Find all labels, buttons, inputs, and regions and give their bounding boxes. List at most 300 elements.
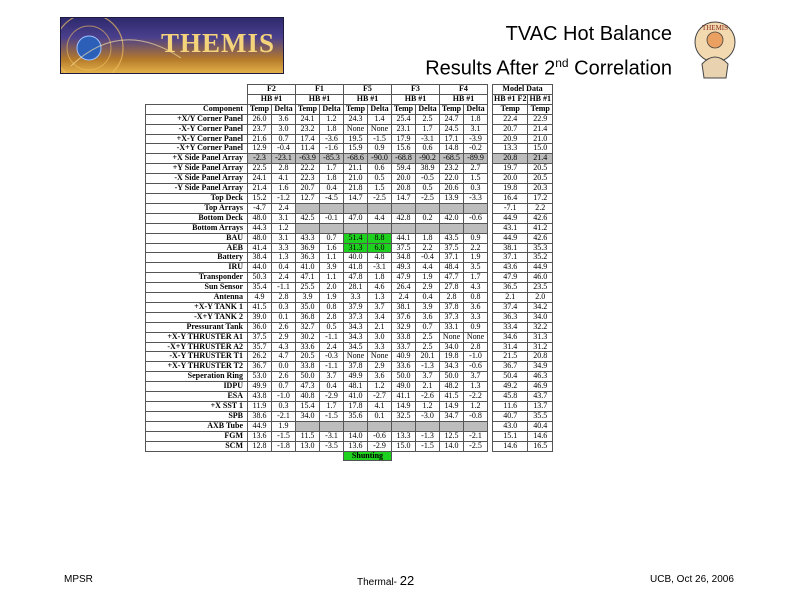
value-cell: 47.9 bbox=[493, 273, 528, 283]
value-cell: 23.5 bbox=[528, 283, 553, 293]
sub-header: HB #1 F2 bbox=[494, 93, 527, 103]
value-cell: 17.2 bbox=[528, 193, 553, 203]
column-header: Temp bbox=[248, 104, 272, 114]
value-cell: 37.1 bbox=[493, 253, 528, 263]
footer-left: MPSR bbox=[64, 574, 93, 585]
value-cell bbox=[464, 421, 488, 431]
table-row bbox=[146, 293, 553, 303]
value-cell: 44.3 bbox=[248, 223, 272, 233]
group-header: F4 bbox=[440, 85, 488, 95]
value-cell: 2.8 bbox=[272, 164, 296, 174]
value-cell: 1.4 bbox=[368, 114, 392, 124]
table-row bbox=[146, 332, 553, 342]
value-cell: 31.2 bbox=[528, 342, 553, 352]
value-cell: 1.5 bbox=[368, 184, 392, 194]
value-cell: -68.8 bbox=[392, 154, 416, 164]
value-cell: -89.9 bbox=[464, 154, 488, 164]
value-cell: 37.8 bbox=[344, 362, 368, 372]
value-cell: 12.8 bbox=[248, 441, 272, 451]
value-cell: 3.3 bbox=[272, 243, 296, 253]
value-cell: 21.4 bbox=[528, 124, 553, 134]
sub-header: HB #1 bbox=[529, 93, 552, 103]
value-cell: 0.8 bbox=[320, 302, 344, 312]
component-name: +X-Y TANK 1 bbox=[146, 302, 248, 312]
value-cell: 1.2 bbox=[368, 382, 392, 392]
table-row bbox=[146, 382, 553, 392]
value-cell: 31.4 bbox=[493, 342, 528, 352]
value-cell: 0.3 bbox=[272, 402, 296, 412]
value-cell: 15.2 bbox=[248, 193, 272, 203]
value-cell: 19.8 bbox=[493, 184, 528, 194]
value-cell: 3.9 bbox=[296, 293, 320, 303]
value-cell: 36.3 bbox=[296, 253, 320, 263]
table-row bbox=[146, 342, 553, 352]
value-cell: 20.6 bbox=[440, 184, 464, 194]
value-cell bbox=[440, 421, 464, 431]
value-cell: 42.5 bbox=[296, 213, 320, 223]
component-name: Battery bbox=[146, 253, 248, 263]
value-cell: 0.3 bbox=[272, 302, 296, 312]
value-cell bbox=[416, 223, 440, 233]
value-cell bbox=[464, 203, 488, 213]
value-cell: -0.5 bbox=[416, 174, 440, 184]
value-cell: -68.6 bbox=[344, 154, 368, 164]
value-cell: 3.9 bbox=[416, 302, 440, 312]
value-cell: 2.5 bbox=[416, 332, 440, 342]
value-cell: 0.7 bbox=[320, 233, 344, 243]
value-cell: 34.8 bbox=[392, 253, 416, 263]
value-cell: 38.1 bbox=[392, 302, 416, 312]
value-cell: 41.0 bbox=[296, 263, 320, 273]
value-cell: 42.8 bbox=[392, 213, 416, 223]
value-cell: -0.6 bbox=[464, 362, 488, 372]
component-name: -X Side Panel Array bbox=[146, 174, 248, 184]
value-cell: 49.9 bbox=[344, 372, 368, 382]
value-cell: 20.3 bbox=[528, 184, 553, 194]
value-cell: 4.1 bbox=[272, 174, 296, 184]
value-cell: 3.0 bbox=[272, 124, 296, 134]
value-cell: 13.3 bbox=[493, 144, 528, 154]
table-row bbox=[146, 124, 553, 134]
value-cell bbox=[368, 421, 392, 431]
value-cell: 20.7 bbox=[493, 124, 528, 134]
value-cell: 44.0 bbox=[248, 263, 272, 273]
value-cell: 46.0 bbox=[528, 273, 553, 283]
component-name: Top Deck bbox=[146, 193, 248, 203]
value-cell: 20.8 bbox=[528, 352, 553, 362]
value-cell: 33.4 bbox=[493, 322, 528, 332]
value-cell: 23.1 bbox=[392, 124, 416, 134]
value-cell: -90.2 bbox=[416, 154, 440, 164]
table-row bbox=[146, 164, 553, 174]
value-cell: 41.2 bbox=[528, 223, 553, 233]
component-name: +X SST 1 bbox=[146, 402, 248, 412]
value-cell: 34.0 bbox=[440, 342, 464, 352]
value-cell: 1.6 bbox=[272, 184, 296, 194]
value-cell: 34.3 bbox=[344, 322, 368, 332]
value-cell: 8.8 bbox=[368, 233, 392, 243]
value-cell: 1.7 bbox=[416, 124, 440, 134]
component-name: Top Arrays bbox=[146, 203, 248, 213]
value-cell: 22.4 bbox=[493, 114, 528, 124]
value-cell: 4.4 bbox=[416, 263, 440, 273]
value-cell: 2.1 bbox=[368, 322, 392, 332]
value-cell: 26.2 bbox=[248, 352, 272, 362]
value-cell: 12.7 bbox=[296, 193, 320, 203]
sub-header-row bbox=[146, 94, 553, 104]
component-name: Sun Sensor bbox=[146, 283, 248, 293]
value-cell: 3.3 bbox=[344, 293, 368, 303]
component-name: AEB bbox=[146, 243, 248, 253]
value-cell bbox=[416, 203, 440, 213]
value-cell: 3.7 bbox=[464, 372, 488, 382]
value-cell: 17.4 bbox=[296, 134, 320, 144]
value-cell: 36.8 bbox=[296, 312, 320, 322]
value-cell: 0.5 bbox=[320, 322, 344, 332]
value-cell: 37.1 bbox=[440, 253, 464, 263]
value-cell: 4.7 bbox=[272, 352, 296, 362]
value-cell: -2.3 bbox=[248, 154, 272, 164]
value-cell: 3.1 bbox=[272, 233, 296, 243]
value-cell: 20.8 bbox=[493, 154, 528, 164]
value-cell: 2.9 bbox=[416, 283, 440, 293]
table-row bbox=[146, 114, 553, 124]
value-cell: 13.6 bbox=[344, 441, 368, 451]
value-cell: 1.1 bbox=[320, 273, 344, 283]
value-cell: 0.7 bbox=[416, 322, 440, 332]
value-cell bbox=[464, 223, 488, 233]
value-cell: 32.2 bbox=[528, 322, 553, 332]
value-cell: 34.9 bbox=[528, 362, 553, 372]
component-name: Pressurant Tank bbox=[146, 322, 248, 332]
value-cell: -0.4 bbox=[416, 253, 440, 263]
value-cell: 2.5 bbox=[416, 342, 440, 352]
value-cell: 47.3 bbox=[296, 382, 320, 392]
value-cell: 0.3 bbox=[464, 184, 488, 194]
value-cell: 49.0 bbox=[392, 382, 416, 392]
component-name: +X-Y THRUSTER T2 bbox=[146, 362, 248, 372]
component-name: Seperation Ring bbox=[146, 372, 248, 382]
value-cell: 2.7 bbox=[464, 164, 488, 174]
value-cell: 35.6 bbox=[344, 411, 368, 421]
value-cell: 21.6 bbox=[248, 134, 272, 144]
value-cell: 21.1 bbox=[344, 164, 368, 174]
value-cell: 2.0 bbox=[528, 293, 553, 303]
value-cell: 2.4 bbox=[320, 342, 344, 352]
table-row bbox=[146, 312, 553, 322]
value-cell: -2.5 bbox=[464, 441, 488, 451]
value-cell: 2.8 bbox=[320, 312, 344, 322]
value-cell: 3.1 bbox=[464, 124, 488, 134]
table-row bbox=[146, 431, 553, 441]
value-cell: -68.5 bbox=[440, 154, 464, 164]
value-cell: 3.4 bbox=[368, 312, 392, 322]
value-cell: 42.6 bbox=[528, 213, 553, 223]
table-row bbox=[146, 253, 553, 263]
value-cell: 37.5 bbox=[440, 243, 464, 253]
table-row bbox=[146, 302, 553, 312]
value-cell: 44.1 bbox=[392, 233, 416, 243]
table-row bbox=[146, 263, 553, 273]
component-name: IRU bbox=[146, 263, 248, 273]
value-cell: 19.7 bbox=[493, 164, 528, 174]
value-cell: 2.4 bbox=[392, 293, 416, 303]
value-cell: -0.2 bbox=[464, 144, 488, 154]
value-cell: 37.8 bbox=[440, 302, 464, 312]
value-cell: 44.9 bbox=[248, 421, 272, 431]
value-cell: 0.4 bbox=[272, 263, 296, 273]
value-cell: 11.5 bbox=[296, 431, 320, 441]
value-cell: 34.5 bbox=[344, 342, 368, 352]
value-cell: 21.4 bbox=[248, 184, 272, 194]
value-cell: 0.4 bbox=[320, 382, 344, 392]
value-cell: 43.7 bbox=[528, 392, 553, 402]
component-name: -X+Y Corner Panel bbox=[146, 144, 248, 154]
value-cell: 38.6 bbox=[248, 411, 272, 421]
value-cell: 14.6 bbox=[493, 441, 528, 451]
value-cell: 4.6 bbox=[368, 283, 392, 293]
component-name: -X+Y THRUSTER A2 bbox=[146, 342, 248, 352]
value-cell: 34.6 bbox=[493, 332, 528, 342]
component-name: -X-Y THRUSTER T1 bbox=[146, 352, 248, 362]
value-cell: 20.5 bbox=[528, 164, 553, 174]
value-cell: -2.5 bbox=[416, 193, 440, 203]
value-cell: 32.9 bbox=[392, 322, 416, 332]
value-cell: 34.2 bbox=[528, 302, 553, 312]
value-cell: 0.6 bbox=[416, 144, 440, 154]
value-cell: 42.6 bbox=[528, 233, 553, 243]
value-cell: 1.9 bbox=[320, 293, 344, 303]
value-cell: 15.6 bbox=[392, 144, 416, 154]
column-header: Temp bbox=[493, 104, 528, 114]
blank-cell bbox=[146, 451, 344, 461]
value-cell bbox=[296, 203, 320, 213]
value-cell: 33.8 bbox=[392, 332, 416, 342]
value-cell: -90.0 bbox=[368, 154, 392, 164]
value-cell: 41.8 bbox=[344, 263, 368, 273]
value-cell: None bbox=[440, 332, 464, 342]
value-cell: 37.4 bbox=[493, 302, 528, 312]
component-name: AXB Tube bbox=[146, 421, 248, 431]
value-cell: 1.8 bbox=[416, 233, 440, 243]
value-cell: 25.5 bbox=[296, 283, 320, 293]
value-cell: 24.1 bbox=[296, 114, 320, 124]
table-row bbox=[146, 144, 553, 154]
value-cell bbox=[368, 223, 392, 233]
value-cell: 14.0 bbox=[344, 431, 368, 441]
value-cell: 14.8 bbox=[440, 144, 464, 154]
value-cell: 20.7 bbox=[296, 184, 320, 194]
value-cell: 0.2 bbox=[416, 213, 440, 223]
value-cell: 0.0 bbox=[272, 362, 296, 372]
column-header: Component bbox=[146, 104, 248, 114]
value-cell: -2.1 bbox=[272, 411, 296, 421]
value-cell: 1.8 bbox=[320, 174, 344, 184]
value-cell: 50.3 bbox=[248, 273, 272, 283]
value-cell: 47.8 bbox=[344, 273, 368, 283]
table-row bbox=[146, 134, 553, 144]
value-cell: -2.6 bbox=[416, 392, 440, 402]
value-cell: 37.9 bbox=[344, 302, 368, 312]
value-cell: 23.7 bbox=[248, 124, 272, 134]
value-cell: None bbox=[344, 124, 368, 134]
value-cell: 2.9 bbox=[272, 332, 296, 342]
value-cell: 44.9 bbox=[493, 213, 528, 223]
value-cell: 48.0 bbox=[248, 233, 272, 243]
results-table bbox=[145, 84, 553, 461]
component-name: Bottom Deck bbox=[146, 213, 248, 223]
value-cell: 3.6 bbox=[416, 312, 440, 322]
value-cell: 28.1 bbox=[344, 283, 368, 293]
value-cell bbox=[440, 203, 464, 213]
value-cell: 20.8 bbox=[392, 184, 416, 194]
component-name: -Y Side Panel Array bbox=[146, 184, 248, 194]
value-cell: 0.1 bbox=[368, 411, 392, 421]
value-cell: 2.4 bbox=[272, 203, 296, 213]
value-cell: 43.6 bbox=[493, 263, 528, 273]
value-cell: 1.5 bbox=[464, 174, 488, 184]
column-header-row bbox=[146, 104, 553, 114]
value-cell: 1.3 bbox=[464, 382, 488, 392]
column-header: Temp bbox=[440, 104, 464, 114]
value-cell: -3.1 bbox=[320, 431, 344, 441]
value-cell: 22.9 bbox=[528, 114, 553, 124]
value-cell: 3.7 bbox=[320, 372, 344, 382]
value-cell bbox=[296, 421, 320, 431]
value-cell: 46.3 bbox=[528, 372, 553, 382]
table-row bbox=[146, 273, 553, 283]
value-cell: 37.3 bbox=[344, 312, 368, 322]
value-cell: 35.5 bbox=[528, 411, 553, 421]
value-cell: 24.1 bbox=[248, 174, 272, 184]
component-name: -X+Y TANK 2 bbox=[146, 312, 248, 322]
value-cell: None bbox=[368, 352, 392, 362]
value-cell: 51.4 bbox=[344, 233, 368, 243]
component-name: +X-Y THRUSTER A1 bbox=[146, 332, 248, 342]
value-cell: 11.9 bbox=[248, 402, 272, 412]
table-row bbox=[146, 352, 553, 362]
value-cell: 44.9 bbox=[493, 233, 528, 243]
value-cell: -85.3 bbox=[320, 154, 344, 164]
shunting-row bbox=[146, 451, 553, 461]
value-cell: 41.4 bbox=[248, 243, 272, 253]
value-cell: 34.3 bbox=[440, 362, 464, 372]
value-cell: 21.5 bbox=[493, 352, 528, 362]
value-cell: 20.0 bbox=[493, 174, 528, 184]
table-row bbox=[146, 421, 553, 431]
value-cell: 33.6 bbox=[296, 342, 320, 352]
value-cell bbox=[440, 223, 464, 233]
sub-header: HB #1 bbox=[344, 94, 392, 104]
value-cell: 48.0 bbox=[248, 213, 272, 223]
value-cell: -3.5 bbox=[320, 441, 344, 451]
value-cell: 4.4 bbox=[368, 213, 392, 223]
value-cell: 3.6 bbox=[368, 372, 392, 382]
value-cell: 53.0 bbox=[248, 372, 272, 382]
value-cell: 1.2 bbox=[464, 402, 488, 412]
value-cell: -2.7 bbox=[368, 392, 392, 402]
value-cell: 6.0 bbox=[368, 243, 392, 253]
value-cell: -1.1 bbox=[320, 332, 344, 342]
value-cell: 20.5 bbox=[296, 352, 320, 362]
value-cell: 21.0 bbox=[344, 174, 368, 184]
value-cell: 36.9 bbox=[296, 243, 320, 253]
value-cell: 42.0 bbox=[440, 213, 464, 223]
value-cell: 23.2 bbox=[440, 164, 464, 174]
value-cell: -2.2 bbox=[464, 392, 488, 402]
value-cell: 36.3 bbox=[493, 312, 528, 322]
group-header: F1 bbox=[296, 85, 344, 95]
value-cell: 47.9 bbox=[392, 273, 416, 283]
value-cell: 4.1 bbox=[368, 402, 392, 412]
value-cell: 35.3 bbox=[528, 243, 553, 253]
column-header: Temp bbox=[344, 104, 368, 114]
value-cell: 32.5 bbox=[392, 411, 416, 421]
value-cell bbox=[392, 203, 416, 213]
value-cell: -2.5 bbox=[368, 193, 392, 203]
group-header: F2 bbox=[248, 85, 296, 95]
value-cell: None bbox=[464, 332, 488, 342]
table-row bbox=[146, 223, 553, 233]
value-cell: 2.0 bbox=[320, 283, 344, 293]
value-cell: 0.4 bbox=[416, 293, 440, 303]
value-cell: 38.4 bbox=[248, 253, 272, 263]
value-cell: -3.9 bbox=[464, 134, 488, 144]
value-cell: 40.7 bbox=[493, 411, 528, 421]
value-cell: -23.1 bbox=[272, 154, 296, 164]
value-cell: 37.5 bbox=[392, 243, 416, 253]
table-row bbox=[146, 372, 553, 382]
value-cell: -0.6 bbox=[368, 431, 392, 441]
value-cell: 14.9 bbox=[392, 402, 416, 412]
value-cell: -3.1 bbox=[368, 263, 392, 273]
component-name: +Y Side Panel Array bbox=[146, 164, 248, 174]
value-cell: 2.2 bbox=[464, 243, 488, 253]
value-cell: -1.8 bbox=[272, 441, 296, 451]
value-cell: 11.6 bbox=[493, 402, 528, 412]
value-cell: 0.9 bbox=[368, 144, 392, 154]
value-cell: 35.2 bbox=[528, 253, 553, 263]
value-cell: 44.9 bbox=[528, 263, 553, 273]
value-cell: 3.0 bbox=[368, 332, 392, 342]
shunting-label: Shunting bbox=[344, 451, 392, 461]
value-cell: 24.7 bbox=[440, 114, 464, 124]
value-cell: 48.2 bbox=[440, 382, 464, 392]
value-cell: 3.9 bbox=[320, 263, 344, 273]
value-cell: 19.8 bbox=[440, 352, 464, 362]
table-row bbox=[146, 411, 553, 421]
value-cell: -3.0 bbox=[416, 411, 440, 421]
value-cell: 43.5 bbox=[440, 233, 464, 243]
value-cell: -1.3 bbox=[416, 431, 440, 441]
value-cell: 50.0 bbox=[392, 372, 416, 382]
table-row bbox=[146, 392, 553, 402]
component-name: FGM bbox=[146, 431, 248, 441]
value-cell: 0.1 bbox=[272, 312, 296, 322]
table-row bbox=[146, 154, 553, 164]
value-cell: 49.2 bbox=[493, 382, 528, 392]
value-cell: 0.8 bbox=[464, 293, 488, 303]
value-cell: -2.9 bbox=[368, 441, 392, 451]
value-cell: 1.2 bbox=[416, 402, 440, 412]
value-cell: -7.1 bbox=[493, 203, 528, 213]
value-cell: -1.1 bbox=[320, 362, 344, 372]
value-cell: None bbox=[368, 124, 392, 134]
value-cell bbox=[392, 421, 416, 431]
value-cell: 15.9 bbox=[344, 144, 368, 154]
value-cell: 37.3 bbox=[440, 312, 464, 322]
value-cell: 43.0 bbox=[493, 421, 528, 431]
